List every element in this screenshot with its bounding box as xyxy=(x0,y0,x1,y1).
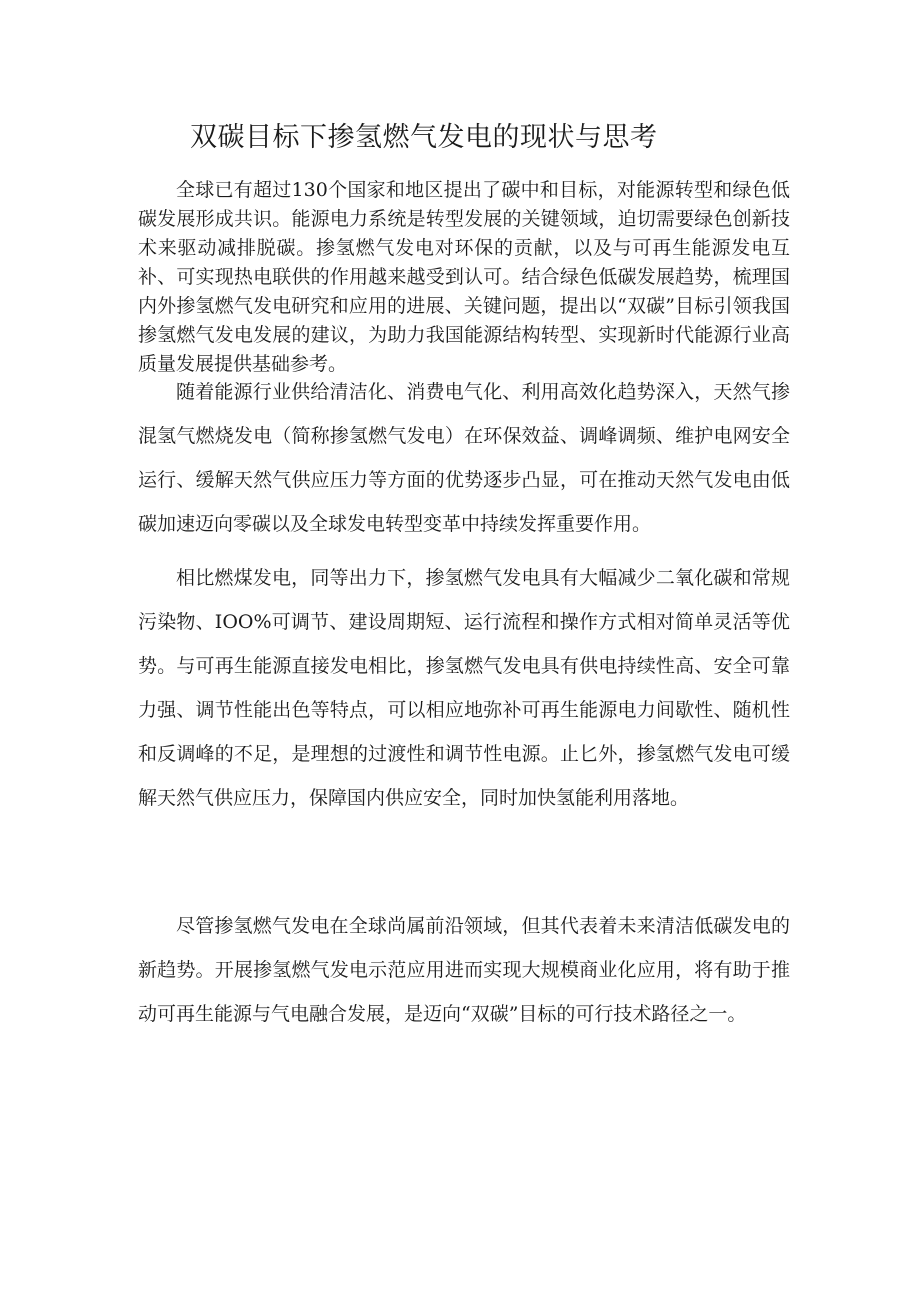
paragraph-intro: 全球已有超过130个国家和地区提出了碳中和目标，对能源转型和绿色低碳发展形成共识。能源电力系统是转型发展的关键领域，迫切需要绿色创新技术来驱动减排脱碳。掺氢燃气发电对环保的贡献，以及与可再生能源发电互补、可实现热电联供的作用越来越受到认可。结合绿色低碳发展趋势，梳理国内外掺氢燃气发电研究和应用的进展、关键问题，提出以“双碳”目标引领我国掺氢燃气发电发展的建议，为助力我国能源结构转型、实现新时代能源行业高质量发展提供基础参考。 xyxy=(138,179,790,375)
paragraph-advantages: 相比燃煤发电，同等出力下，掺氢燃气发电具有大幅减少二氧化碳和常规污染物、IOO%可调节、建设周期短、运行流程和操作方式相对简单灵活等优势。与可再生能源直接发电相比，掺氢燃气发电具有供电持续性高、安全可靠力强、调节性能出色等特点，可以相应地弥补可再生能源电力间歇性、随机性和反调峰的不足，是理想的过渡性和调节性电源。止匕外，掺氢燃气发电可缓解天然气供应压力，保障国内供应安全，同时加快氢能利用落地。 xyxy=(138,567,790,809)
paragraph-trend: 随着能源行业供给清洁化、消费电气化、利用高效化趋势深入，天然气掺混氢气燃烧发电（简称掺氢燃气发电）在环保效益、调峰调频、维护电网安全运行、缓解天然气供应压力等方面的优势逐步凸显，可在推动天然气发电由低碳加速迈向零碳以及全球发电转型变革中持续发挥重要作用。 xyxy=(138,381,790,535)
document-title: 双碳目标下掺氢燃气发电的现状与思考 xyxy=(190,122,658,153)
paragraph-outlook: 尽管掺氢燃气发电在全球尚属前沿领域，但其代表着未来清洁低碳发电的新趋势。开展掺氢燃气发电示范应用进而实现大规模商业化应用，将有助于推动可再生能源与气电融合发展，是迈向“双碳”目标的可行技术路径之一。 xyxy=(138,915,790,1025)
